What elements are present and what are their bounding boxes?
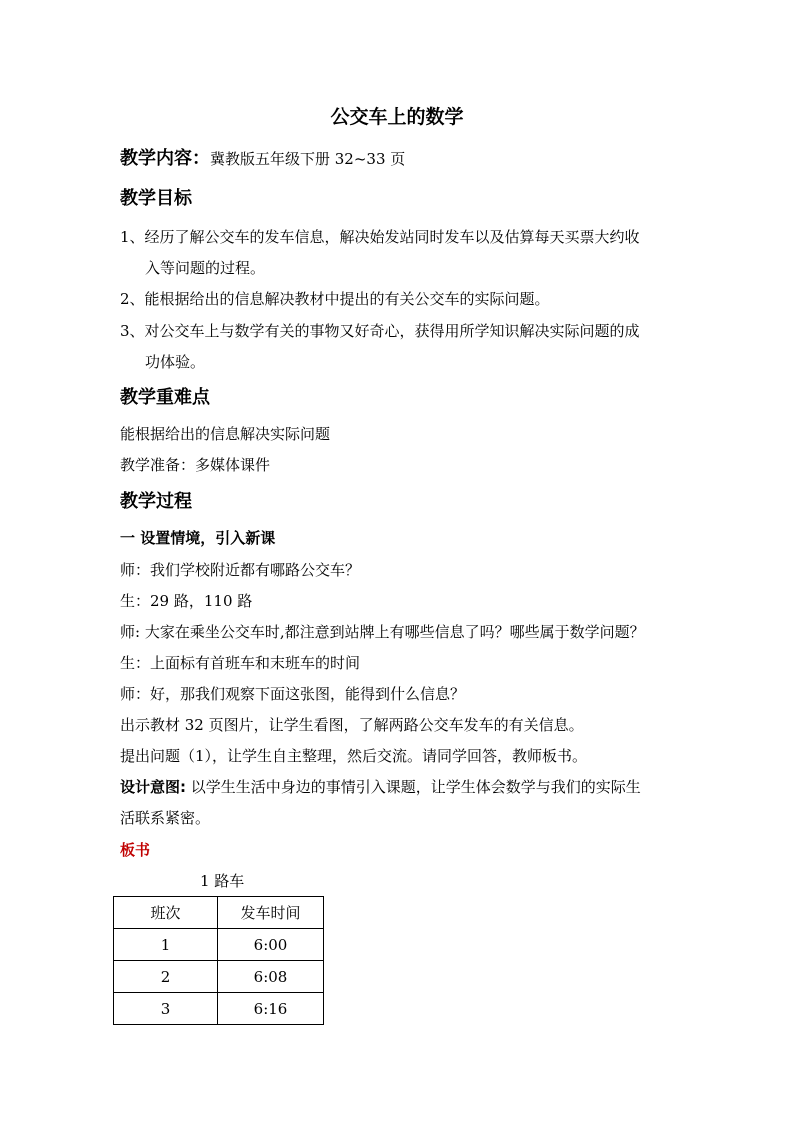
key-points-line: 能根据给出的信息解决实际问题 xyxy=(120,425,331,443)
table-cell: 6:00 xyxy=(218,929,324,961)
content-value: 冀教版五年级下册 32~33 页 xyxy=(210,150,406,168)
table-cell: 1 xyxy=(114,929,218,961)
content-line xyxy=(120,150,405,168)
objective-1-line-2: 入等问题的过程。 xyxy=(145,259,266,277)
header-cell-departure: 发车时间 xyxy=(218,897,324,929)
bus-schedule-table xyxy=(113,896,324,1025)
table-cell: 6:08 xyxy=(218,961,324,993)
process-heading: 教学过程 xyxy=(120,491,192,512)
table-cell: 6:16 xyxy=(218,993,324,1025)
header-cell-trip: 班次 xyxy=(114,897,218,929)
objective-2-line-1: 2、能根据给出的信息解决教材中提出的有关公交车的实际问题。 xyxy=(120,290,550,308)
objective-1-line-1: 1、经历了解公交车的发车信息，解决始发站同时发车以及估算每天买票大约收 xyxy=(120,228,640,246)
dialogue-line-6: 出示教材 32 页图片，让学生看图，了解两路公交车发车的有关信息。 xyxy=(120,716,584,734)
dialogue-line-5: 师：好，那我们观察下面这张图，能得到什么信息？ xyxy=(120,685,466,703)
objectives-heading: 教学目标 xyxy=(120,188,192,209)
design-intent-text: 以学生生活中身边的事情引入课题，让学生体会数学与我们的实际生 xyxy=(186,778,641,796)
dialogue-line-7: 提出问题（1），让学生自主整理，然后交流。请同学回答，教师板书。 xyxy=(120,747,588,765)
table-row xyxy=(114,961,324,993)
key-points-heading: 教学重难点 xyxy=(120,387,210,408)
dialogue-line-4: 生：上面标有首班车和末班车的时间 xyxy=(120,654,361,672)
design-intent-line-2: 活联系紧密。 xyxy=(120,809,211,827)
dialogue-line-2: 生：29 路，110 路 xyxy=(120,592,253,610)
objective-3-line-1: 3、对公交车上与数学有关的事物又好奇心，获得用所学知识解决实际问题的成 xyxy=(120,322,640,340)
page-title: 公交车上的数学 xyxy=(330,106,464,128)
table-header-row xyxy=(114,897,324,929)
table-caption: 1 路车 xyxy=(200,872,245,890)
blackboard-label: 板书 xyxy=(120,841,151,859)
table-cell: 3 xyxy=(114,993,218,1025)
design-intent-line-1 xyxy=(120,780,641,795)
objective-3-line-2: 功体验。 xyxy=(145,353,206,371)
dialogue-line-3: 师: 大家在乘坐公交车时,都注意到站牌上有哪些信息了吗？哪些属于数学问题？ xyxy=(120,623,645,641)
table-cell: 2 xyxy=(114,961,218,993)
preparation-line: 教学准备：多媒体课件 xyxy=(120,456,271,474)
section-1-title: 一 设置情境，引入新课 xyxy=(120,529,276,547)
table-row xyxy=(114,993,324,1025)
table-row xyxy=(114,929,324,961)
dialogue-line-1: 师：我们学校附近都有哪路公交车？ xyxy=(120,561,361,579)
content-label: 教学内容： xyxy=(120,148,210,169)
design-intent-label: 设计意图: xyxy=(120,778,186,796)
